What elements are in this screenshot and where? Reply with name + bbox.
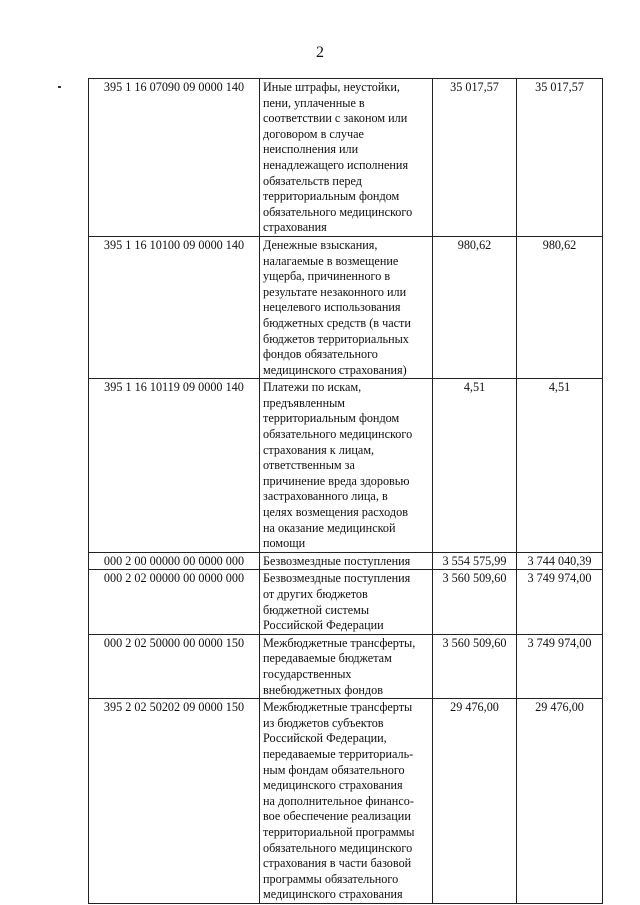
amount-year-2: 3 749 974,00 [517, 570, 603, 634]
amount-year-2: 980,62 [517, 236, 603, 378]
amount-year-2: 4,51 [517, 379, 603, 553]
revenue-name: Безвозмездные поступления от других бюджетов бюджетной системы Российской Федерации [260, 570, 433, 634]
revenue-name: Межбюджетные трансферты из бюджетов субъектов Российской Федерации, передаваемые территориаль- ным фондам обязательного медицинского страхования на дополнительное финансо- вое обеспечение реализации территориальной программы обязательного медицинского страхования в части базовой программы обязательного медицинского страхования [260, 699, 433, 904]
revenue-name: Иные штрафы, неустойки, пени, уплаченные в соответствии с законом или договором в случае неисполнения или ненадлежащего исполнения обязательств перед территориальным фондом обязательного медицинского страхования [260, 79, 433, 237]
classification-code: 000 2 02 50000 00 0000 150 [89, 634, 260, 698]
revenue-name: Платежи по искам, предъявленным территориальным фондом обязательного медицинского страхования к лицам, ответственным за причинение вреда здоровью застрахованного лица, в целях возмещения расходов на оказание медицинской помощи [260, 379, 433, 553]
amount-year-1: 3 554 575,99 [433, 552, 517, 570]
amount-year-2: 29 476,00 [517, 699, 603, 904]
amount-year-2: 3 749 974,00 [517, 634, 603, 698]
amount-year-1: 3 560 509,60 [433, 634, 517, 698]
classification-code: 395 1 16 10100 09 0000 140 [89, 236, 260, 378]
page-number: 2 [316, 44, 324, 61]
margin-mark [58, 86, 61, 88]
table-row [89, 634, 603, 698]
classification-code: 395 2 02 50202 09 0000 150 [89, 699, 260, 904]
table-row [89, 79, 603, 237]
revenue-name: Безвозмездные поступления [260, 552, 433, 570]
budget-revenue-table [88, 78, 603, 904]
table-row [89, 699, 603, 904]
table-row [89, 379, 603, 553]
classification-code: 000 2 00 00000 00 0000 000 [89, 552, 260, 570]
amount-year-1: 4,51 [433, 379, 517, 553]
amount-year-2: 3 744 040,39 [517, 552, 603, 570]
table-row [89, 236, 603, 378]
table-row [89, 570, 603, 634]
amount-year-1: 35 017,57 [433, 79, 517, 237]
amount-year-1: 980,62 [433, 236, 517, 378]
table-row [89, 552, 603, 570]
revenue-name: Межбюджетные трансферты, передаваемые бюджетам государственных внебюджетных фондов [260, 634, 433, 698]
amount-year-1: 29 476,00 [433, 699, 517, 904]
amount-year-2: 35 017,57 [517, 79, 603, 237]
classification-code: 000 2 02 00000 00 0000 000 [89, 570, 260, 634]
amount-year-1: 3 560 509,60 [433, 570, 517, 634]
classification-code: 395 1 16 10119 09 0000 140 [89, 379, 260, 553]
revenue-name: Денежные взыскания, налагаемые в возмещение ущерба, причиненного в результате незаконного или нецелевого использования бюджетных средств (в части бюджетов территориальных фондов обязательного медицинского страхования) [260, 236, 433, 378]
classification-code: 395 1 16 07090 09 0000 140 [89, 79, 260, 237]
